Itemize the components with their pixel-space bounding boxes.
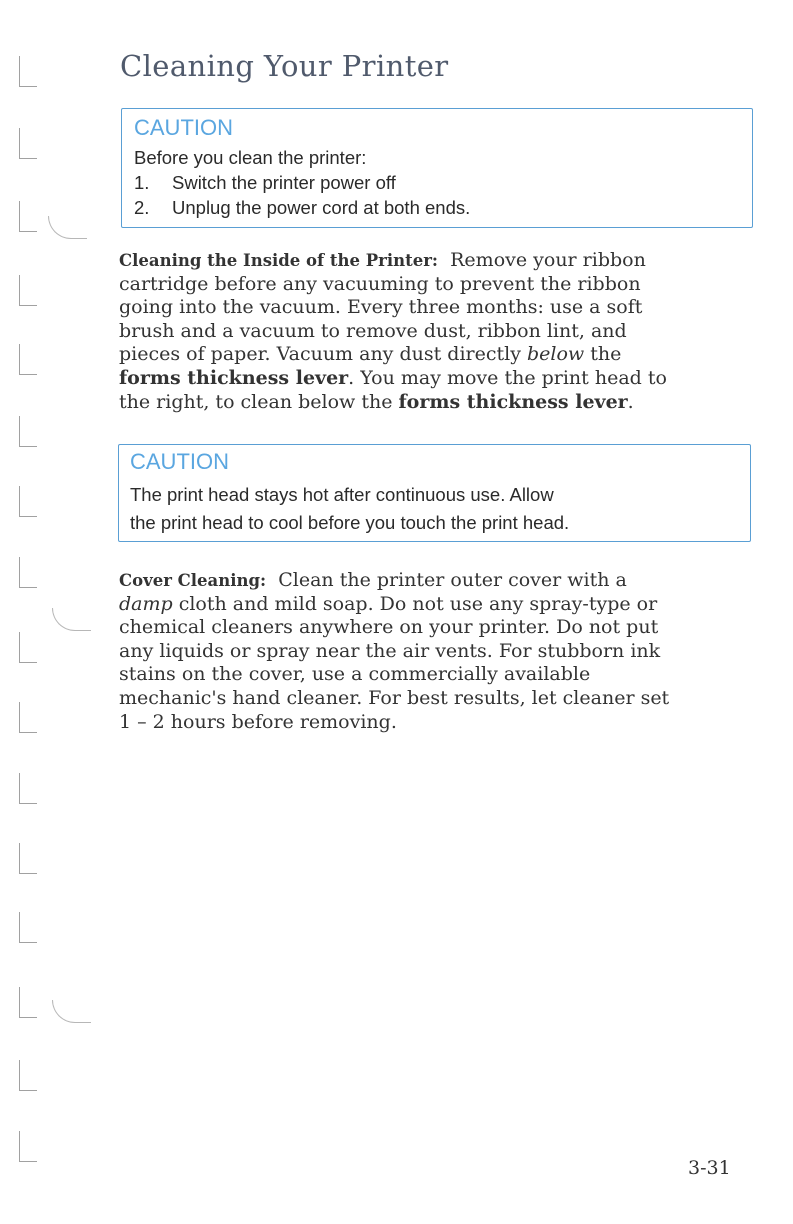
text-line: going into the vacuum. Every three months: use a soft — [119, 296, 643, 319]
emphasis-text: below — [526, 343, 585, 366]
step-number: 1. — [134, 172, 150, 193]
binder-hole-mark — [19, 201, 37, 232]
caution-step — [134, 170, 752, 195]
text-line: chemical cleaners anywhere on your printer. Do not put — [119, 616, 659, 639]
text-line — [119, 249, 749, 273]
caution-text-line: the print head to cool before you touch the print head. — [130, 512, 570, 533]
page-number: 3-31 — [688, 1157, 731, 1179]
binder-hole-mark — [19, 1060, 37, 1091]
text-line — [119, 569, 749, 593]
binder-hole-mark — [19, 1131, 37, 1162]
step-number: 2. — [134, 197, 150, 218]
step-text: Unplug the power cord at both ends. — [172, 197, 471, 218]
binder-hole-mark — [19, 702, 37, 733]
text-span: the right, to clean below the — [119, 390, 399, 413]
text-line — [119, 391, 749, 415]
step-text: Switch the printer power off — [172, 172, 396, 193]
page-title: Cleaning Your Printer — [120, 49, 449, 83]
binder-hole-mark — [19, 344, 37, 375]
caution-text-line: The print head stays hot after continuous use. Allow — [130, 484, 554, 505]
caution-step — [134, 195, 752, 220]
binder-hole-mark — [19, 773, 37, 804]
binder-hole-mark — [19, 56, 37, 87]
text-line: brush and a vacuum to remove dust, ribbon lint, and — [119, 319, 627, 342]
caution-box-power — [121, 108, 753, 228]
binder-hole-mark — [19, 987, 37, 1018]
binder-hole-mark — [19, 275, 37, 306]
text-line: 1 – 2 hours before removing. — [119, 710, 397, 733]
caution-step-list — [134, 170, 752, 220]
text-line: cartridge before any vacuuming to prevent the ribbon — [119, 272, 641, 295]
binder-ring-curve — [52, 1000, 91, 1023]
section-heading: Cover Cleaning: — [119, 571, 267, 590]
strong-text: forms thickness lever — [398, 390, 628, 413]
text-span: the — [584, 343, 622, 366]
strong-text: forms thickness lever — [119, 366, 349, 389]
binder-hole-mark — [19, 843, 37, 874]
binder-ring-curve — [48, 216, 87, 239]
text-line: stains on the cover, use a commercially available — [119, 663, 591, 686]
binder-hole-mark — [19, 416, 37, 447]
text-line — [119, 343, 749, 367]
caution-box-hot-printhead — [118, 444, 751, 542]
text-line: any liquids or spray near the air vents. For stubborn ink — [119, 639, 661, 662]
section-heading: Cleaning the Inside of the Printer: — [119, 251, 439, 270]
text-span: cloth and mild soap. Do not use any spray-type or — [172, 592, 658, 615]
caution-title: CAUTION — [134, 115, 233, 140]
text-span: Remove your ribbon — [450, 249, 646, 271]
binder-margin — [0, 0, 100, 1224]
binder-hole-mark — [19, 128, 37, 159]
cover-cleaning-paragraph — [119, 569, 749, 734]
inside-cleaning-paragraph — [119, 249, 749, 414]
binder-hole-mark — [19, 486, 37, 517]
text-span: . You may move the print head to — [348, 366, 667, 389]
text-span: . — [627, 390, 634, 413]
caution-title: CAUTION — [130, 449, 229, 474]
emphasis-text: damp — [119, 592, 173, 615]
binder-ring-curve — [52, 608, 91, 631]
text-span: pieces of paper. Vacuum any dust directly — [119, 343, 527, 366]
text-span: Clean the printer outer cover with a — [278, 569, 627, 591]
caution-intro: Before you clean the printer: — [134, 147, 367, 168]
text-line — [119, 367, 749, 391]
binder-hole-mark — [19, 632, 37, 663]
binder-hole-mark — [19, 912, 37, 943]
text-line: mechanic's hand cleaner. For best results, let cleaner set — [119, 686, 670, 709]
text-line — [119, 593, 749, 617]
binder-hole-mark — [19, 557, 37, 588]
